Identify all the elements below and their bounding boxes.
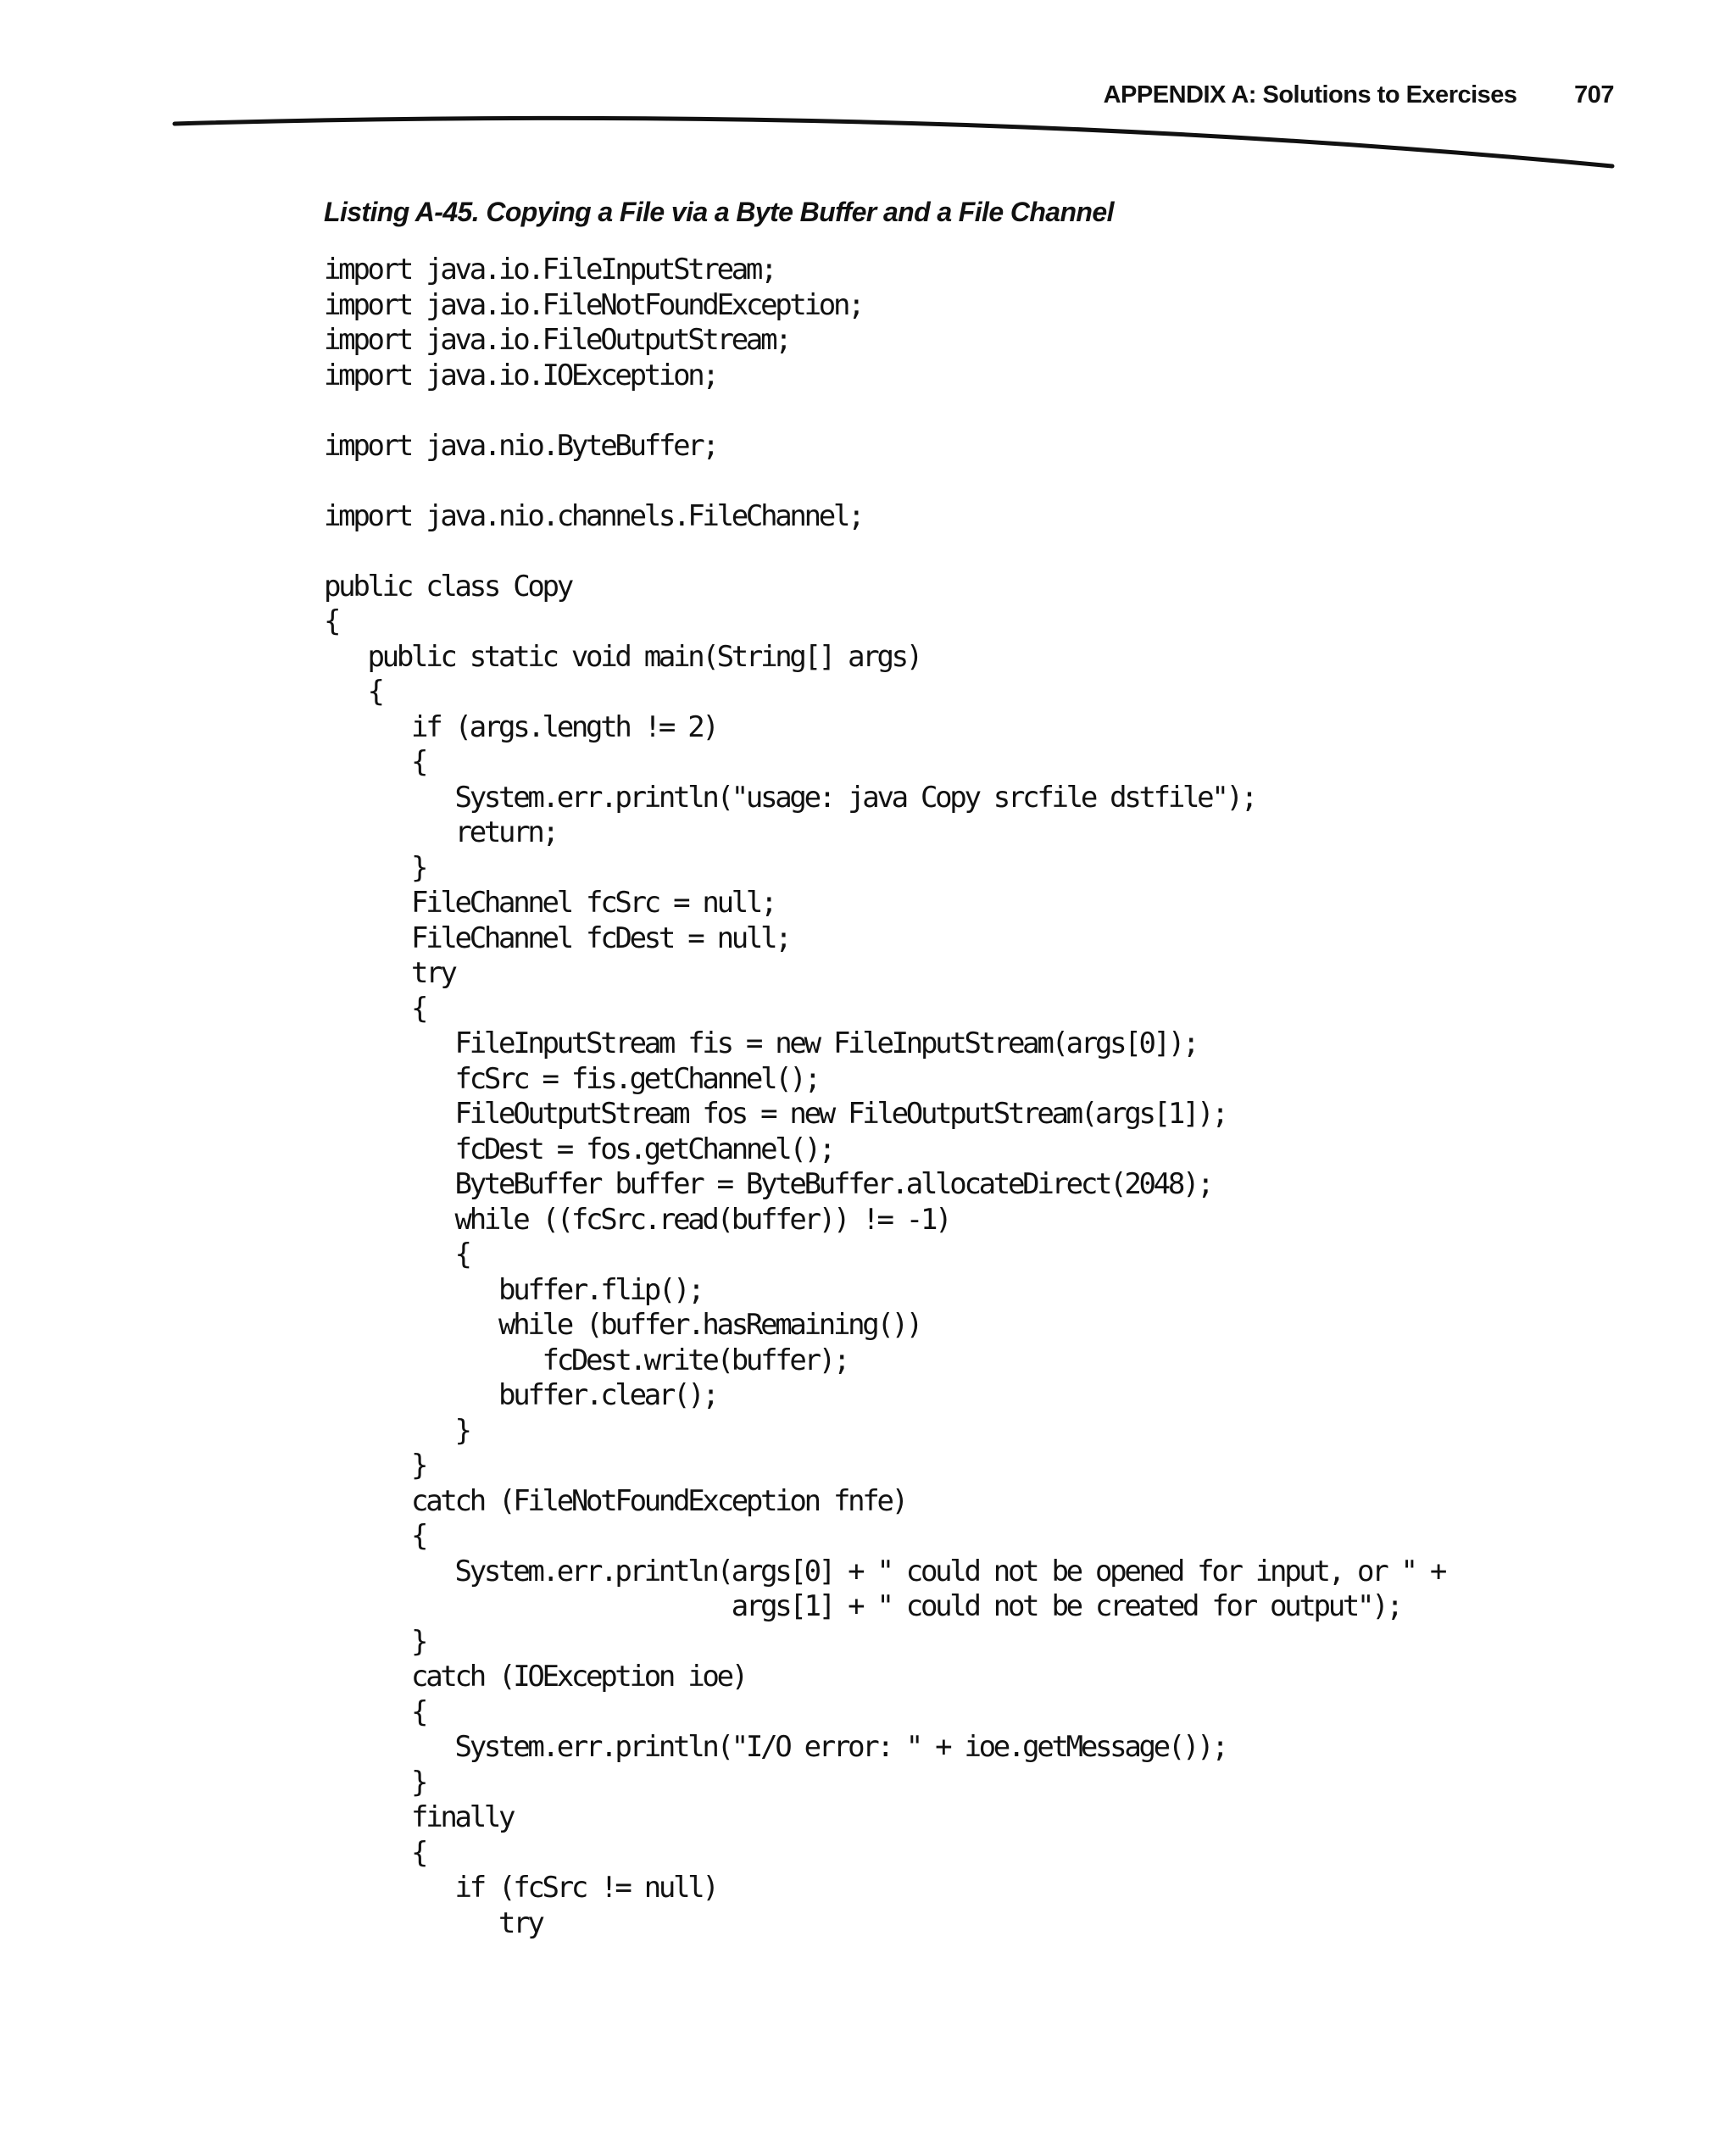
code-line: import java.io.FileOutputStream; bbox=[324, 323, 790, 357]
code-line: import java.nio.ByteBuffer; bbox=[324, 428, 717, 463]
code-line: { bbox=[324, 745, 426, 779]
code-line: finally bbox=[324, 1800, 514, 1834]
code-line: { bbox=[324, 1694, 426, 1729]
code-line: System.err.println("usage: java Copy srcfile dstfile"); bbox=[324, 780, 1255, 815]
code-line: FileChannel fcDest = null; bbox=[324, 921, 790, 955]
code-line: catch (FileNotFoundException fnfe) bbox=[324, 1483, 906, 1518]
code-line: { bbox=[324, 991, 426, 1026]
code-line bbox=[324, 464, 1444, 499]
code-line: import java.io.FileNotFoundException; bbox=[324, 287, 863, 322]
code-line: catch (IOException ioe) bbox=[324, 1660, 746, 1694]
code-line: if (args.length != 2) bbox=[324, 709, 717, 744]
code-line: buffer.flip(); bbox=[324, 1272, 703, 1307]
code-line: try bbox=[324, 956, 455, 990]
code-line: public static void main(String[] args) bbox=[324, 639, 921, 674]
code-line: } bbox=[324, 850, 426, 885]
page-number: 707 bbox=[1574, 81, 1614, 108]
code-line: return; bbox=[324, 815, 557, 849]
code-line: System.err.println(args[0] + " could not be opened for input, or " + bbox=[324, 1554, 1445, 1588]
code-line: import java.nio.channels.FileChannel; bbox=[324, 498, 863, 533]
code-line bbox=[324, 534, 1444, 570]
code-line: args[1] + " could not be created for output"); bbox=[324, 1589, 1401, 1623]
code-line: } bbox=[324, 1624, 426, 1659]
code-line: FileChannel fcSrc = null; bbox=[324, 886, 776, 920]
code-line: FileInputStream fis = new FileInputStream(args[0]); bbox=[324, 1026, 1198, 1060]
code-line: { bbox=[324, 604, 339, 638]
code-line: ByteBuffer buffer = ByteBuffer.allocateDirect(2048); bbox=[324, 1167, 1212, 1201]
header-rule bbox=[0, 0, 1736, 186]
code-line: while ((fcSrc.read(buffer)) != -1) bbox=[324, 1202, 950, 1237]
code-line: fcSrc = fis.getChannel(); bbox=[324, 1061, 819, 1096]
code-line: { bbox=[324, 675, 382, 709]
code-line: if (fcSrc != null) bbox=[324, 1871, 717, 1905]
listing-caption: Listing A-45. Copying a File via a Byte Buffer and a File Channel bbox=[324, 197, 1114, 227]
code-line: FileOutputStream fos = new FileOutputStream(args[1]); bbox=[324, 1097, 1227, 1131]
code-line: public class Copy bbox=[324, 569, 571, 604]
section-title: APPENDIX A: Solutions to Exercises bbox=[1103, 81, 1517, 108]
code-line: while (buffer.hasRemaining()) bbox=[324, 1308, 921, 1342]
code-line: } bbox=[324, 1765, 426, 1799]
code-line: fcDest = fos.getChannel(); bbox=[324, 1132, 833, 1166]
code-line: System.err.println("I/O error: " + ioe.getMessage()); bbox=[324, 1730, 1227, 1764]
code-line: fcDest.write(buffer); bbox=[324, 1343, 849, 1377]
code-line: { bbox=[324, 1835, 426, 1870]
code-line: } bbox=[324, 1413, 470, 1448]
code-line: buffer.clear(); bbox=[324, 1378, 717, 1412]
code-listing bbox=[324, 253, 1444, 1941]
code-line: try bbox=[324, 1905, 542, 1940]
code-line: { bbox=[324, 1519, 426, 1553]
code-line: import java.io.IOException; bbox=[324, 358, 717, 392]
code-line: { bbox=[324, 1238, 470, 1271]
code-line: } bbox=[324, 1449, 426, 1482]
code-line bbox=[324, 393, 1444, 429]
code-line: import java.io.FileInputStream; bbox=[324, 253, 776, 286]
